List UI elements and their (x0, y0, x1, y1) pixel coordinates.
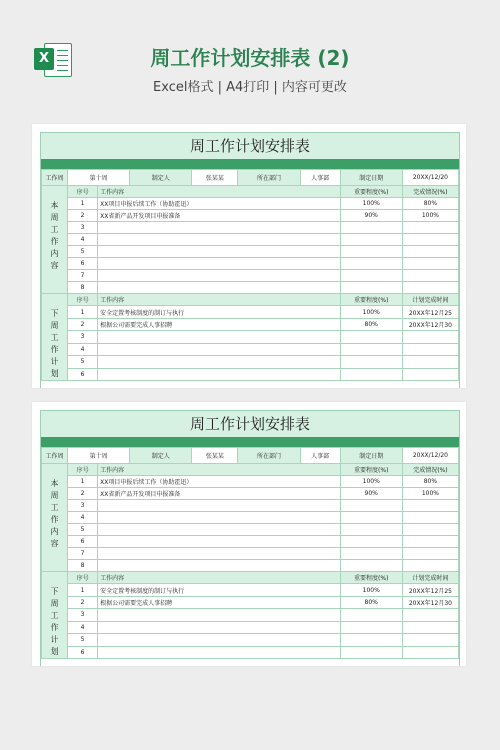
week-value[interactable]: 第十周 (68, 170, 130, 186)
row-number: 3 (68, 222, 98, 234)
row-content[interactable] (98, 270, 341, 282)
row-importance[interactable]: 100% (340, 306, 402, 318)
column-header-status: 计划完成时间 (402, 572, 458, 584)
table-row (42, 210, 459, 222)
column-header-status: 计划完成时间 (402, 294, 458, 306)
column-header-no: 序号 (68, 572, 98, 584)
row-importance[interactable] (340, 500, 402, 512)
row-content[interactable] (98, 282, 341, 294)
row-status[interactable] (402, 270, 458, 282)
plan-table (41, 447, 459, 659)
row-status[interactable] (402, 222, 458, 234)
row-importance[interactable] (340, 258, 402, 270)
next-week-section-label: 下周工作计划 (42, 572, 68, 659)
maker-value[interactable]: 张某某 (192, 448, 238, 464)
page-header (0, 0, 500, 112)
row-number: 3 (68, 500, 98, 512)
row-importance[interactable] (340, 343, 402, 355)
row-content[interactable] (98, 356, 341, 368)
row-number: 1 (68, 306, 98, 318)
next-week-header-row (42, 572, 459, 584)
row-number: 6 (68, 258, 98, 270)
table-row (42, 512, 459, 524)
table-row (42, 343, 459, 355)
row-number: 4 (68, 621, 98, 633)
row-status[interactable]: 100% (402, 210, 458, 222)
table-row (42, 584, 459, 596)
table-row (42, 524, 459, 536)
excel-icon: X (34, 42, 72, 76)
row-content[interactable] (98, 343, 341, 355)
row-importance[interactable] (340, 560, 402, 572)
row-number: 7 (68, 548, 98, 560)
column-header-status: 完成情况(%) (402, 464, 458, 476)
column-header-no: 序号 (68, 294, 98, 306)
row-importance[interactable] (340, 331, 402, 343)
table-row (42, 596, 459, 608)
this-week-header-row (42, 464, 459, 476)
table-row (42, 634, 459, 646)
table-row (42, 282, 459, 294)
row-content[interactable] (98, 512, 341, 524)
row-content[interactable] (98, 560, 341, 572)
row-content[interactable] (98, 536, 341, 548)
row-importance[interactable]: 90% (340, 210, 402, 222)
page-subtitle: Excel格式 | A4打印 | 内容可更改 (153, 80, 347, 95)
row-content[interactable]: 根据公司需要完成人事招聘 (98, 596, 341, 608)
row-content[interactable] (98, 222, 341, 234)
row-importance[interactable] (340, 634, 402, 646)
row-content[interactable]: 安全定置考核制度的制订与执行 (98, 584, 341, 596)
this-week-section-label: 本周工作内容 (42, 464, 68, 572)
row-content[interactable] (98, 609, 341, 621)
row-importance[interactable] (340, 234, 402, 246)
table-row (42, 621, 459, 633)
row-content[interactable]: 安全定置考核制度的制订与执行 (98, 306, 341, 318)
date-label: 制定日期 (340, 448, 402, 464)
table-row (42, 536, 459, 548)
row-status[interactable] (402, 343, 458, 355)
row-number: 2 (68, 596, 98, 608)
row-importance[interactable]: 100% (340, 584, 402, 596)
table-row (42, 258, 459, 270)
row-importance[interactable] (340, 621, 402, 633)
next-week-section-label: 下周工作计划 (42, 294, 68, 381)
row-content[interactable] (98, 500, 341, 512)
row-number: 2 (68, 318, 98, 330)
column-header-content: 工作内容 (98, 572, 341, 584)
row-status[interactable] (402, 246, 458, 258)
header-band (41, 159, 459, 169)
header-band (41, 437, 459, 447)
row-content[interactable] (98, 331, 341, 343)
row-importance[interactable]: 100% (340, 198, 402, 210)
row-status[interactable]: 80% (402, 476, 458, 488)
week-value[interactable]: 第十周 (68, 448, 130, 464)
row-importance[interactable]: 90% (340, 488, 402, 500)
row-status[interactable]: 20XX年12月30 (402, 318, 458, 330)
row-importance[interactable]: 80% (340, 596, 402, 608)
row-number: 6 (68, 368, 98, 380)
table-row (42, 560, 459, 572)
table-row (42, 609, 459, 621)
row-status[interactable] (402, 609, 458, 621)
column-header-no: 序号 (68, 186, 98, 198)
spreadsheet-preview-2 (32, 402, 466, 666)
maker-label: 制定人 (130, 170, 192, 186)
row-number: 1 (68, 198, 98, 210)
plan-table (41, 169, 459, 381)
row-content[interactable] (98, 634, 341, 646)
week-label: 工作周 (42, 448, 68, 464)
table-row (42, 356, 459, 368)
dept-value[interactable]: 人事部 (300, 170, 340, 186)
dept-label: 所在部门 (238, 448, 300, 464)
table-row (42, 368, 459, 380)
row-number: 1 (68, 476, 98, 488)
column-header-content: 工作内容 (98, 294, 341, 306)
date-value[interactable]: 20XX/12/20 (402, 170, 458, 186)
row-status[interactable]: 20XX年12月25 (402, 584, 458, 596)
row-importance[interactable] (340, 246, 402, 258)
row-number: 2 (68, 488, 98, 500)
row-importance[interactable] (340, 536, 402, 548)
row-status[interactable] (402, 646, 458, 658)
column-header-importance: 重要程度(%) (340, 186, 402, 198)
row-number: 4 (68, 343, 98, 355)
row-number: 4 (68, 234, 98, 246)
row-content[interactable] (98, 368, 341, 380)
row-content[interactable]: XX项目申报后续工作（协助霍迅） (98, 476, 341, 488)
column-header-no: 序号 (68, 464, 98, 476)
this-week-section-label: 本周工作内容 (42, 186, 68, 294)
dept-value[interactable]: 人事部 (300, 448, 340, 464)
row-number: 1 (68, 584, 98, 596)
date-label: 制定日期 (340, 170, 402, 186)
row-content[interactable] (98, 246, 341, 258)
info-row (42, 448, 459, 464)
row-status[interactable]: 20XX年12月25 (402, 306, 458, 318)
row-importance[interactable] (340, 548, 402, 560)
row-number: 3 (68, 331, 98, 343)
row-number: 7 (68, 270, 98, 282)
row-importance[interactable] (340, 646, 402, 658)
column-header-importance: 重要程度(%) (340, 294, 402, 306)
row-importance[interactable] (340, 282, 402, 294)
table-row (42, 500, 459, 512)
row-status[interactable]: 100% (402, 488, 458, 500)
spreadsheet-preview-1 (32, 124, 466, 388)
column-header-status: 完成情况(%) (402, 186, 458, 198)
table-row (42, 270, 459, 282)
row-content[interactable]: XX省新产品开发项目申报准备 (98, 488, 341, 500)
row-number: 2 (68, 210, 98, 222)
sheet-title: 周工作计划安排表 (41, 133, 459, 159)
row-content[interactable] (98, 258, 341, 270)
row-number: 8 (68, 282, 98, 294)
table-row (42, 476, 459, 488)
row-status[interactable] (402, 500, 458, 512)
row-content[interactable]: XX项目申报后续工作（协助霍迅） (98, 198, 341, 210)
maker-label: 制定人 (130, 448, 192, 464)
row-content[interactable] (98, 646, 341, 658)
table-row (42, 646, 459, 658)
row-number: 8 (68, 560, 98, 572)
table-row (42, 246, 459, 258)
row-number: 5 (68, 524, 98, 536)
row-content[interactable] (98, 234, 341, 246)
worksheet (40, 132, 460, 388)
table-row (42, 488, 459, 500)
row-number: 5 (68, 246, 98, 258)
row-content[interactable] (98, 621, 341, 633)
row-number: 6 (68, 536, 98, 548)
table-row (42, 222, 459, 234)
row-status[interactable] (402, 548, 458, 560)
column-header-content: 工作内容 (98, 464, 341, 476)
table-row (42, 198, 459, 210)
row-status[interactable] (402, 234, 458, 246)
info-row (42, 170, 459, 186)
row-status[interactable] (402, 560, 458, 572)
row-importance[interactable] (340, 609, 402, 621)
row-status[interactable] (402, 536, 458, 548)
row-status[interactable] (402, 368, 458, 380)
row-status[interactable]: 80% (402, 198, 458, 210)
column-header-content: 工作内容 (98, 186, 341, 198)
worksheet (40, 410, 460, 666)
column-header-importance: 重要程度(%) (340, 572, 402, 584)
row-importance[interactable] (340, 222, 402, 234)
sheet-title: 周工作计划安排表 (41, 411, 459, 437)
row-content[interactable] (98, 524, 341, 536)
row-number: 3 (68, 609, 98, 621)
row-number: 5 (68, 356, 98, 368)
row-number: 5 (68, 634, 98, 646)
row-importance[interactable] (340, 524, 402, 536)
row-importance[interactable] (340, 512, 402, 524)
row-importance[interactable] (340, 356, 402, 368)
table-row (42, 548, 459, 560)
row-status[interactable] (402, 634, 458, 646)
date-value[interactable]: 20XX/12/20 (402, 448, 458, 464)
row-importance[interactable] (340, 270, 402, 282)
dept-label: 所在部门 (238, 170, 300, 186)
row-status[interactable]: 20XX年12月30 (402, 596, 458, 608)
page-title: 周工作计划安排表 (2) (150, 46, 350, 70)
this-week-header-row (42, 186, 459, 198)
maker-value[interactable]: 张某某 (192, 170, 238, 186)
table-row (42, 234, 459, 246)
column-header-importance: 重要程度(%) (340, 464, 402, 476)
row-status[interactable] (402, 331, 458, 343)
row-status[interactable] (402, 258, 458, 270)
table-row (42, 306, 459, 318)
row-content[interactable]: 根据公司需要完成人事招聘 (98, 318, 341, 330)
row-importance[interactable]: 100% (340, 476, 402, 488)
next-week-header-row (42, 294, 459, 306)
row-status[interactable] (402, 282, 458, 294)
row-status[interactable] (402, 512, 458, 524)
row-content[interactable] (98, 548, 341, 560)
row-importance[interactable] (340, 368, 402, 380)
table-row (42, 331, 459, 343)
table-row (42, 318, 459, 330)
row-importance[interactable]: 80% (340, 318, 402, 330)
row-status[interactable] (402, 621, 458, 633)
row-status[interactable] (402, 356, 458, 368)
week-label: 工作周 (42, 170, 68, 186)
row-number: 4 (68, 512, 98, 524)
row-status[interactable] (402, 524, 458, 536)
row-number: 6 (68, 646, 98, 658)
row-content[interactable]: XX省新产品开发项目申报准备 (98, 210, 341, 222)
